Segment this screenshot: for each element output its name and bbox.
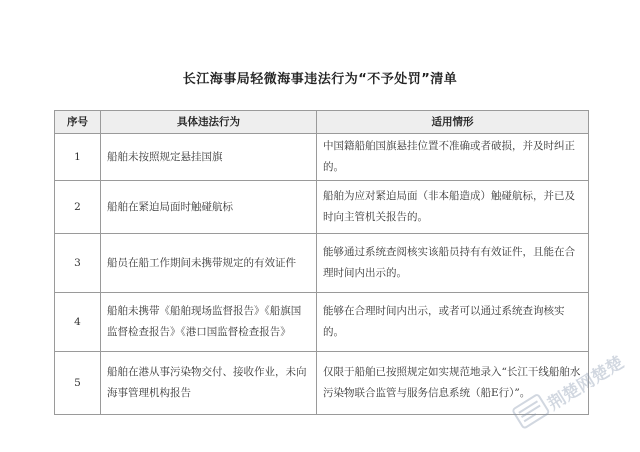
row-violation: 船舶在紧迫局面时触碰航标 xyxy=(101,181,317,234)
rules-table xyxy=(54,110,589,415)
header-violation: 具体违法行为 xyxy=(101,111,317,134)
row-condition: 仅限于船舶已按照规定如实规范地录入“长江干线船舶水污染物联合监管与服务信息系统（船E行）”。 xyxy=(317,352,589,415)
table-row xyxy=(55,234,589,293)
row-violation: 船舶未按照规定悬挂国旗 xyxy=(101,134,317,181)
watermark-text: 荆楚网楚楚 xyxy=(544,352,628,415)
row-number: 1 xyxy=(55,134,101,181)
row-number: 2 xyxy=(55,181,101,234)
row-violation: 船舶未携带《船舶现场监督报告》《船旗国监督检查报告》《港口国监督检查报告》 xyxy=(101,293,317,352)
row-condition: 中国籍船舶国旗悬挂位置不准确或者破损，并及时纠正的。 xyxy=(317,134,589,181)
header-number: 序号 xyxy=(55,111,101,134)
table-row xyxy=(55,293,589,352)
row-number: 4 xyxy=(55,293,101,352)
document-title: 长江海事局轻微海事违法行为“不予处罚”清单 xyxy=(182,72,458,87)
row-number: 3 xyxy=(55,234,101,293)
table-row xyxy=(55,134,589,181)
row-violation: 船员在船工作期间未携带规定的有效证件 xyxy=(101,234,317,293)
row-condition: 能够在合理时间内出示，或者可以通过系统查询核实的。 xyxy=(317,293,589,352)
row-condition: 船舶为应对紧迫局面（非本船造成）触碰航标，并已及时向主管机关报告的。 xyxy=(317,181,589,234)
row-number: 5 xyxy=(55,352,101,415)
table-row xyxy=(55,181,589,234)
header-condition: 适用情形 xyxy=(317,111,589,134)
table-header-row xyxy=(55,111,589,134)
row-violation: 船舶在港从事污染物交付、接收作业，未向海事管理机构报告 xyxy=(101,352,317,415)
row-condition: 能够通过系统查阅核实该船员持有有效证件，且能在合理时间内出示的。 xyxy=(317,234,589,293)
